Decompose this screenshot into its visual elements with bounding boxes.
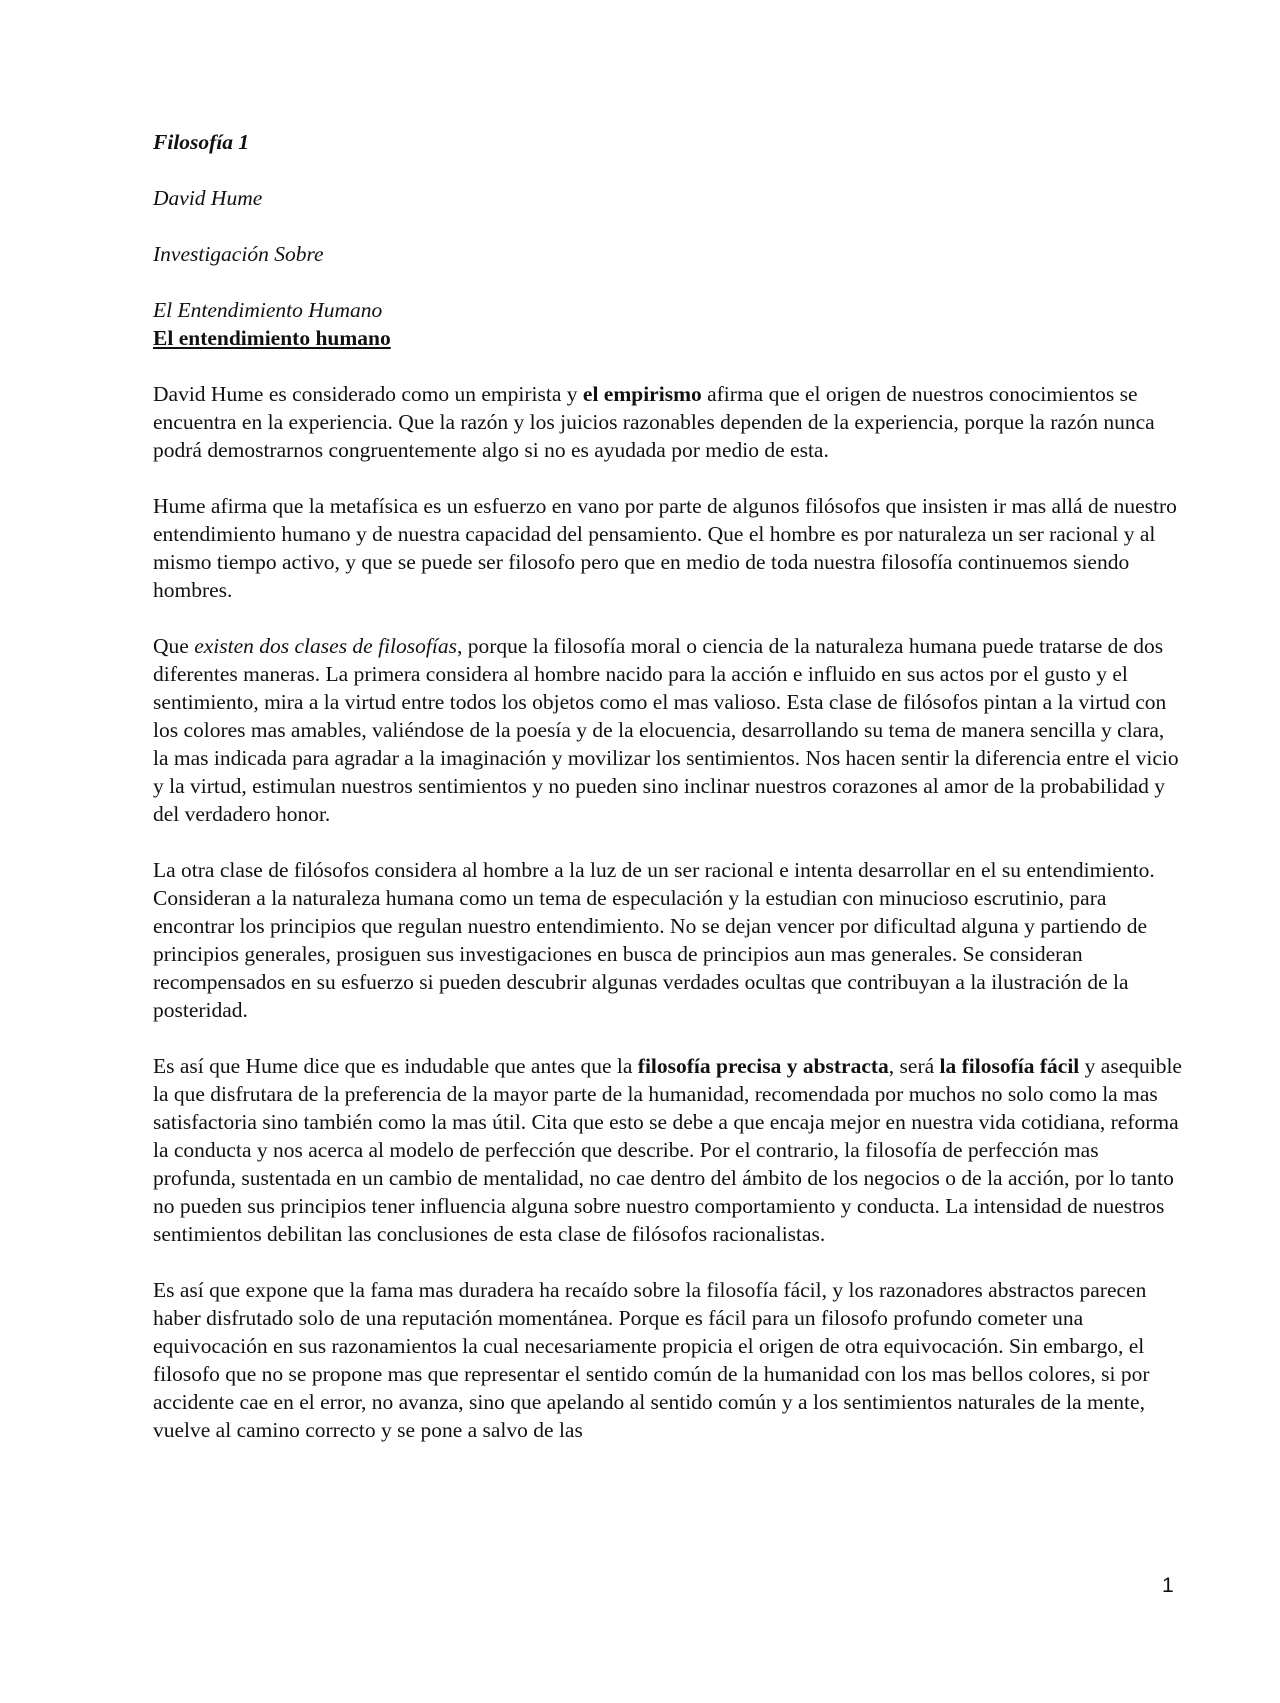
work-title-line-1: Investigación Sobre bbox=[153, 242, 324, 266]
paragraph-5-bold-facil: la filosofía fácil bbox=[939, 1054, 1080, 1078]
paragraph-3-text-c: , porque la filosofía moral o ciencia de la naturaleza humana puede tratarse de dos diferentes maneras. La primera considera al hombre nacido para la acción e influido en sus actos por el gusto y el sentimiento, mira a la virtud entre todos los objetos como el mas valioso. Esta clase de filósofos pintan a la virtud con los colores mas amables, valiéndose de la poesía y de la elocuencia, desarrollando su tema de manera sencilla y clara, la mas indicada para agradar a la imaginación y movilizar los sentimientos. Nos hacen sentir la diferencia entre el vicio y la virtud, estimulan nuestros sentimientos y no pueden sino inclinar nuestros corazones al amor de la probabilidad y del verdadero honor. bbox=[153, 634, 1179, 826]
page-content bbox=[153, 128, 1183, 1444]
author-name: David Hume bbox=[153, 186, 263, 210]
paragraph-1-bold-empirismo: el empirismo bbox=[582, 382, 702, 406]
paragraph-5 bbox=[153, 1052, 1183, 1248]
paragraph-4: La otra clase de filósofos considera al hombre a la luz de un ser racional e intenta desarrollar en el su entendimiento. Consideran a la naturaleza humana como un tema de especulación y la estudian con minucioso escrutinio, para encontrar los principios que regulan nuestro entendimiento. No se dejan vencer por dificultad alguna y partiendo de principios generales, prosiguen sus investigaciones en busca de principios aun mas generales. Se consideran recompensados en su esfuerzo si pueden descubrir algunas verdades ocultas que contribuyan a la ilustración de la posteridad. bbox=[153, 858, 1155, 1022]
paragraph-5-text-c: , será bbox=[888, 1054, 940, 1078]
paragraph-5-text-a: Es así que Hume dice que es indudable que antes que la bbox=[153, 1054, 638, 1078]
course-title: Filosofía 1 bbox=[153, 130, 250, 154]
paragraph-1-text-a: David Hume es considerado como un empirista y bbox=[153, 382, 583, 406]
section-heading: El entendimiento humano bbox=[153, 326, 391, 350]
paragraph-1-text-c: afirma que el origen de nuestros conocimientos se encuentra en la experiencia. Que la razón y los juicios razonables dependen de la experiencia, porque la razón nunca podrá demostrarnos congruentemente algo si no es ayudada por medio de esta. bbox=[153, 382, 1155, 462]
page-number: 1 bbox=[1162, 1574, 1174, 1597]
paragraph-2: Hume afirma que la metafísica es un esfuerzo en vano por parte de algunos filósofos que insisten ir mas allá de nuestro entendimiento humano y de nuestra capacidad del pensamiento. Que el hombre es por naturaleza un ser racional y al mismo tiempo activo, y que se puede ser filosofo pero que en medio de toda nuestra filosofía continuemos siendo hombres. bbox=[153, 494, 1177, 602]
paragraph-5-text-e: y asequible la que disfrutara de la preferencia de la mayor parte de la humanidad, recomendada por muchos no solo como la mas satisfactoria sino también como la mas útil. Cita que esto se debe a que encaja mejor en nuestra vida cotidiana, reforma la conducta y nos acerca al modelo de perfección que describe. Por el contrario, la filosofía de perfección mas profunda, sustentada en un cambio de mentalidad, no cae dentro del ámbito de los negocios o de la acción, por lo tanto no pueden sus principios tener influencia alguna sobre nuestro comportamiento y conducta. La intensidad de nuestros sentimientos debilitan las conclusiones de esta clase de filósofos racionalistas. bbox=[153, 1054, 1182, 1246]
paragraph-3-italic-phrase: existen dos clases de filosofías bbox=[194, 634, 457, 658]
paragraph-5-bold-precisa: filosofía precisa y abstracta bbox=[637, 1054, 889, 1078]
paragraph-6: Es así que expone que la fama mas duradera ha recaído sobre la filosofía fácil, y los razonadores abstractos parecen haber disfrutado solo de una reputación momentánea. Porque es fácil para un filosofo profundo cometer una equivocación en sus razonamientos la cual necesariamente propicia el origen de otra equivocación. Sin embargo, el filosofo que no se propone mas que representar el sentido común de la humanidad con los mas bellos colores, si por accidente cae en el error, no avanza, sino que apelando al sentido común y a los sentimientos naturales de la mente, vuelve al camino correcto y se pone a salvo de las bbox=[153, 1278, 1150, 1442]
paragraph-1 bbox=[153, 380, 1183, 464]
paragraph-3 bbox=[153, 632, 1183, 828]
paragraph-3-text-a: Que bbox=[153, 634, 195, 658]
work-title-line-2: El Entendimiento Humano bbox=[153, 298, 383, 322]
